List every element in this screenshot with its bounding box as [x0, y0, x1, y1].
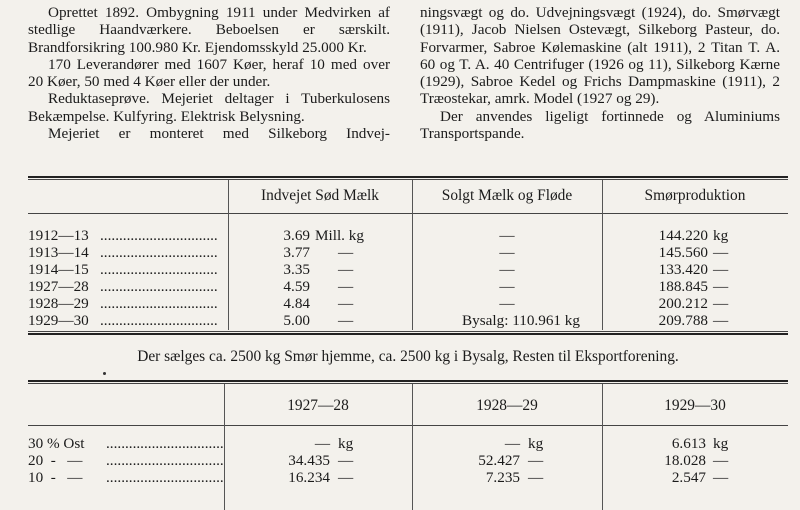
unit-1929: — [713, 452, 729, 469]
row-year: 1914—15 [28, 261, 89, 278]
value-1927: 34.435 [288, 452, 330, 469]
paragraph-founding: Oprettet 1892. Ombygning 1911 under Medvirken af stedlige Haandværkere. Beboelsen er særskilt. Brandforsikring 100.980 Kr. Ejendomsskyld 25.000 Kr. [28, 4, 390, 56]
dot-leader: ............................... [100, 244, 218, 261]
unit-1929: kg [713, 435, 729, 452]
butter-value: 209.788 [658, 312, 708, 329]
table2-top-rule [28, 380, 788, 382]
butter-unit: — [713, 261, 729, 278]
milk-value: 4.59 [283, 278, 310, 295]
paragraph-equipment-start: Mejeriet er monteret med Silkeborg Indvej- [48, 125, 390, 143]
table1-bottom-rule [28, 333, 788, 335]
butter-value: 188.845 [658, 278, 708, 295]
value-1928: 7.235 [485, 469, 520, 486]
dot-leader: ............................... [100, 261, 218, 278]
milk-unit: — [338, 261, 354, 278]
milk-unit: — [338, 295, 354, 312]
butter-unit: — [713, 278, 729, 295]
milk-value: 3.77 [283, 244, 310, 261]
table1-top-rule [28, 176, 788, 178]
sold-value: — [499, 227, 515, 244]
butter-unit: — [713, 295, 729, 312]
table2-header-1928: 1928—29 [476, 397, 538, 414]
sold-value: — [499, 278, 515, 295]
row-year: 1913—14 [28, 244, 89, 261]
unit-1928: — [528, 452, 544, 469]
row-year: 1929—30 [28, 312, 89, 329]
butter-value: 200.212 [658, 295, 708, 312]
print-speck [103, 372, 106, 375]
butter-unit: — [713, 312, 729, 329]
milk-value: 4.84 [283, 295, 310, 312]
unit-1927: kg [338, 435, 354, 452]
milk-value: 5.00 [283, 312, 310, 329]
cheese-type-label: 10 - — [28, 469, 83, 486]
milk-value: 3.35 [283, 261, 310, 278]
sales-note: Der sælges ca. 2500 kg Smør hjemme, ca. 2500 kg i Bysalg, Resten til Eksportforening. [137, 348, 679, 365]
milk-value: 3.69 [283, 227, 310, 244]
milk-unit: — [338, 278, 354, 295]
table1-top-hairline [28, 179, 788, 180]
value-1929: 6.613 [671, 435, 706, 452]
paragraph-equipment-list: ningsvægt og do. Udvejningsvægt (1924), do. Smørvægt (1911), Jacob Nielsen Ostevægt, Silkeborg Pasteur, do. Forvarmer, Sabroe Kølemaskine (alt 1911), 2 Titan T. A. 60 og T. A. 40 Centrifuger (1926 og 11), Silkeborg Kærne (1929), Sabroe Kedel og Frichs Dampmaskine (1911), 2 Træostekar, amrk. Model (1927 og 29). [420, 4, 780, 108]
dot-leader: ............................... [100, 227, 218, 244]
unit-1927: — [338, 469, 354, 486]
table1-header-sold: Solgt Mælk og Fløde [441, 187, 573, 204]
paragraph-transport-cans: Der anvendes ligeligt fortinnede og Aluminiums Transportspande. [420, 107, 780, 143]
table1-bottom-hairline [28, 331, 788, 332]
dot-leader: ............................... [100, 278, 218, 295]
sold-value: — [499, 261, 515, 278]
cheese-type-label: 20 - — [28, 452, 83, 469]
right-text-column [420, 4, 780, 142]
dot-leader: ............................... [100, 295, 218, 312]
left-text-column [28, 4, 390, 142]
row-year: 1912—13 [28, 227, 89, 244]
sold-value: — [499, 244, 515, 261]
butter-value: 133.420 [658, 261, 708, 278]
value-1928: 52.427 [478, 452, 520, 469]
value-1929: 2.547 [671, 469, 706, 486]
table1-header-milk: Indvejet Sød Mælk [261, 187, 379, 204]
row-year: 1927—28 [28, 278, 89, 295]
milk-unit: Mill. kg [315, 227, 364, 244]
value-1928: — [504, 435, 520, 452]
unit-1927: — [338, 452, 354, 469]
unit-1928: — [528, 469, 544, 486]
dot-leader: ............................... [106, 435, 224, 452]
sold-value: — [499, 295, 515, 312]
milk-unit: — [338, 244, 354, 261]
milk-unit: — [338, 312, 354, 329]
table2-header-rule [28, 425, 788, 426]
butter-value: 144.220 [658, 227, 708, 244]
unit-1929: — [713, 469, 729, 486]
sold-value: Bysalg: 110.961 kg [462, 312, 580, 329]
row-year: 1928—29 [28, 295, 89, 312]
dot-leader: ............................... [100, 312, 218, 329]
butter-unit: kg [713, 227, 729, 244]
table2-header-1929: 1929—30 [664, 397, 726, 414]
paragraph-suppliers: 170 Leverandører med 1607 Køer, heraf 10 med over 20 Køer, 50 med 4 Køer eller der under. [28, 55, 390, 91]
cheese-type-label: 30 % Ost [28, 435, 85, 452]
value-1927: 16.234 [288, 469, 330, 486]
paragraph-reductase: Reduktaseprøve. Mejeriet deltager i Tuberkulosens Bekæmpelse. Kulfyring. Elektrisk Belysning. [28, 90, 390, 125]
value-1929: 18.028 [664, 452, 706, 469]
butter-unit: — [713, 244, 729, 261]
table2-top-hairline [28, 383, 788, 384]
table2-header-1927: 1927—28 [287, 397, 349, 414]
unit-1928: kg [528, 435, 544, 452]
value-1927: — [314, 435, 330, 452]
table1-header-butter: Smørproduktion [644, 187, 746, 204]
butter-value: 145.560 [658, 244, 708, 261]
table1-header-rule [28, 213, 788, 214]
dot-leader: ............................... [106, 452, 224, 469]
dot-leader: ............................... [106, 469, 224, 486]
